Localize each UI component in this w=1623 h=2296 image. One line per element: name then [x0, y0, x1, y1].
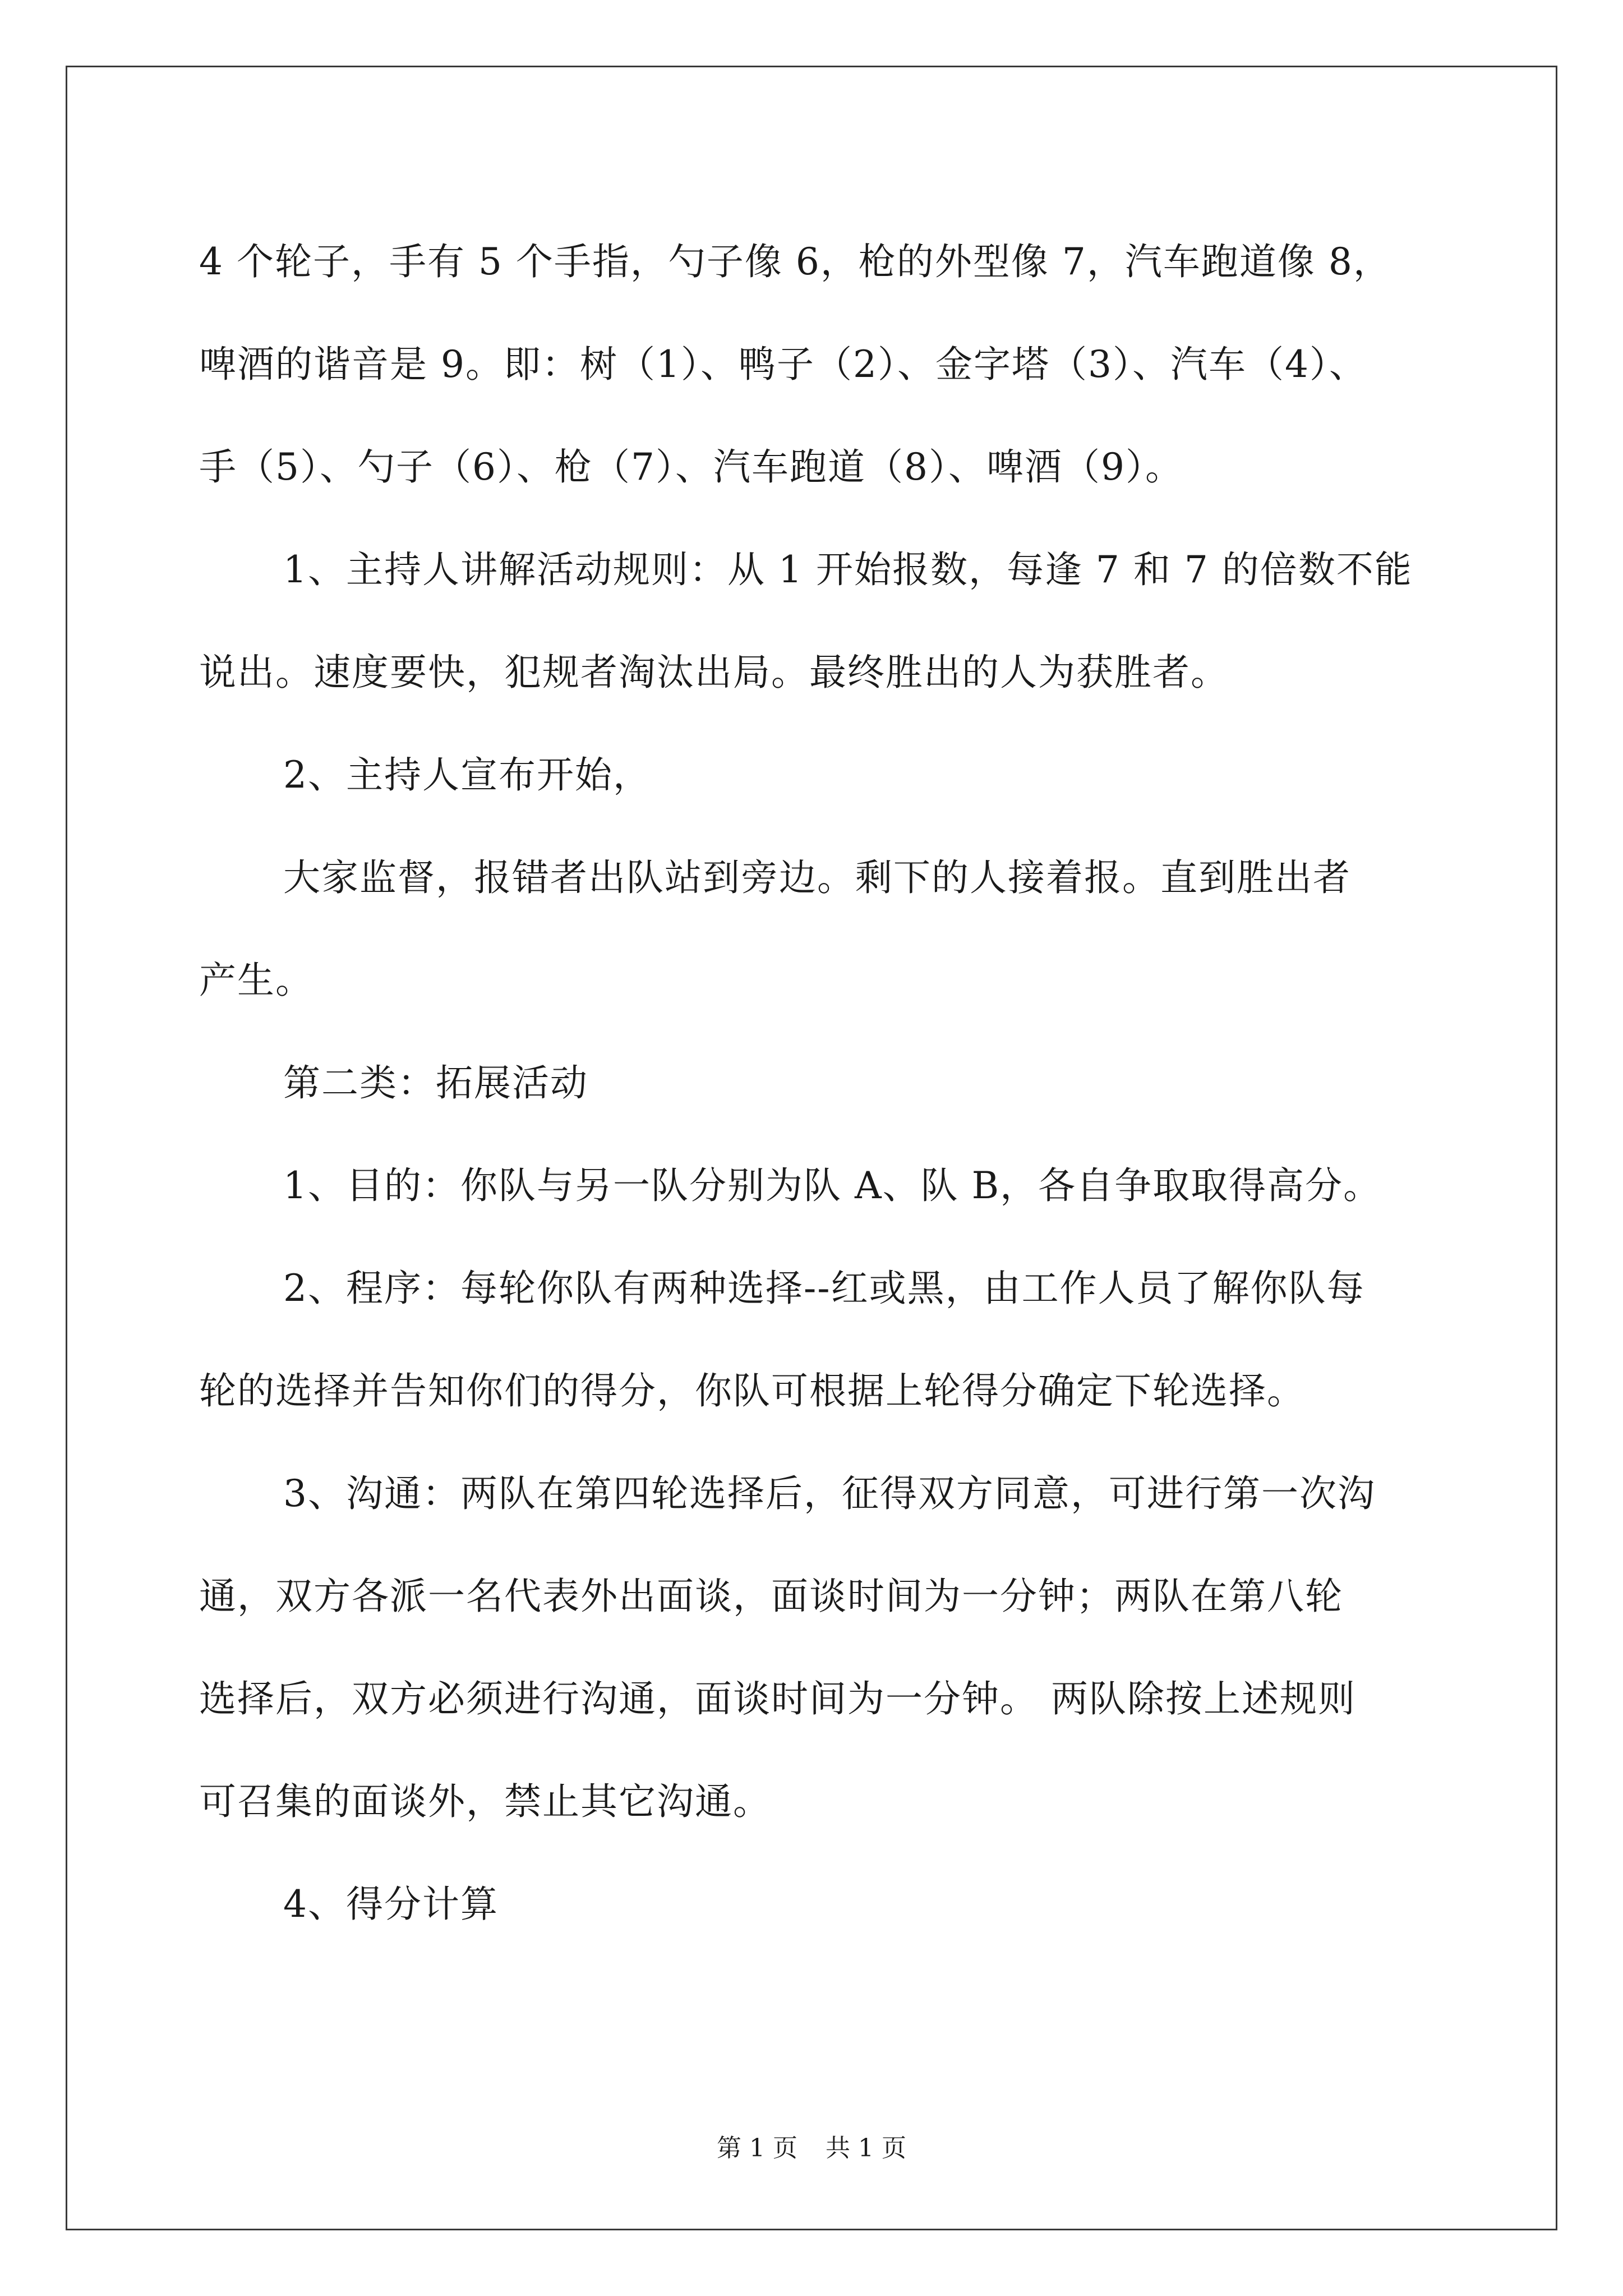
document-body — [199, 210, 1444, 1955]
page-number: 第 1 页 — [717, 2134, 797, 2162]
text-line: 可召集的面谈外，禁止其它沟通。 — [199, 1780, 771, 1823]
text-line: 选择后，双方必须进行沟通，面谈时间为一分钟。 两队除按上述规则 — [199, 1677, 1356, 1720]
text-line: 说出。速度要快，犯规者淘汰出局。最终胜出的人为获胜者。 — [199, 651, 1229, 694]
text-line: 产生。 — [199, 959, 313, 1002]
text-line: 第二类：拓展活动 — [283, 1061, 588, 1105]
text-line: 大家监督，报错者出队站到旁边。剩下的人接着报。直到胜出者 — [283, 856, 1351, 899]
text-line: 2、主持人宣布开始， — [283, 753, 651, 797]
text-line: 手（5）、勺子（6）、枪（7）、汽车跑道（8）、啤酒（9）。 — [199, 445, 1183, 489]
text-line: 2、程序：每轮你队有两种选择--红或黑，由工作人员了解你队每 — [283, 1267, 1365, 1310]
text-line: 啤酒的谐音是 9。即：树（1）、鸭子（2）、金字塔（3）、汽车（4）、 — [199, 343, 1367, 386]
page-footer — [0, 2132, 1623, 2165]
text-line: 轮的选择并告知你们的得分，你队可根据上轮得分确定下轮选择。 — [199, 1369, 1305, 1412]
text-line: 4、得分计算 — [283, 1883, 499, 1926]
text-line: 4 个轮子，手有 5 个手指，勺子像 6，枪的外型像 7，汽车跑道像 8， — [199, 240, 1391, 283]
text-line: 3、沟通：两队在第四轮选择后，征得双方同意，可进行第一次沟 — [283, 1472, 1376, 1515]
text-line: 1、主持人讲解活动规则：从 1 开始报数，每逢 7 和 7 的倍数不能 — [283, 548, 1413, 591]
text-line: 1、目的：你队与另一队分别为队 A、队 B，各自争取取得高分。 — [283, 1164, 1382, 1207]
page-total: 共 1 页 — [826, 2134, 906, 2162]
text-line: 通，双方各派一名代表外出面谈，面谈时间为一分钟；两队在第八轮 — [199, 1575, 1343, 1618]
